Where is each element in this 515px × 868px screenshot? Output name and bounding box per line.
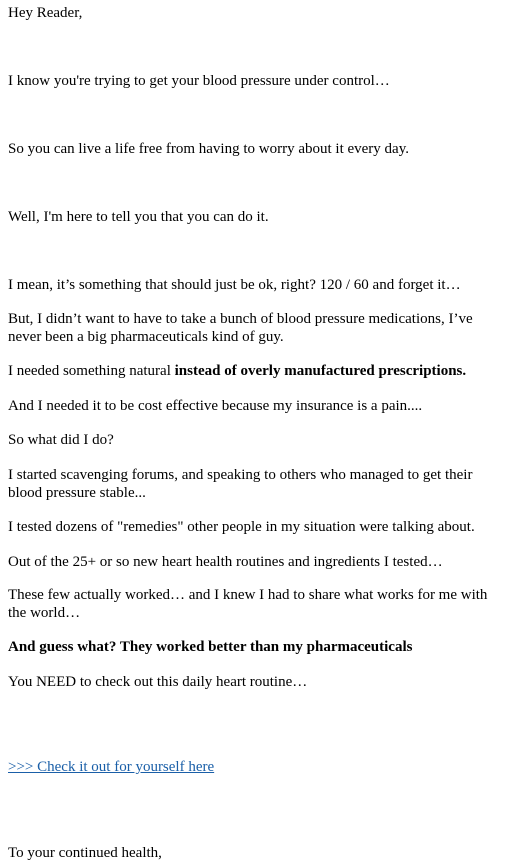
cta-link[interactable]: >>> Check it out for yourself here: [8, 759, 215, 775]
paragraph-routines-tested: Out of the 25+ or so new heart health routines and ingredients I tested…: [8, 554, 443, 570]
paragraph-you-can-do-it: Well, I'm here to tell you that you can do it.: [8, 209, 269, 225]
paragraph-what-did-i-do: So what did I do?: [8, 432, 114, 448]
paragraph-worked-better: [8, 638, 509, 656]
cta-paragraph: [8, 758, 509, 776]
paragraph-remedies: I tested dozens of "remedies" other people in my situation were talking about.: [8, 519, 475, 535]
paragraph-check-routine: You NEED to check out this daily heart routine…: [8, 674, 308, 690]
paragraph-life-free: So you can live a life free from having to worry about it every day.: [8, 141, 409, 157]
signoff: To your continued health,: [8, 845, 162, 861]
paragraph-medications: But, I didn’t want to have to take a bunch of blood pressure medications, I’ve never been a big pharmaceuticals kind of guy.: [8, 311, 473, 345]
paragraph-share-with-world: These few actually worked… and I knew I had to share what works for me with the world…: [8, 587, 488, 621]
paragraph-cost-effective: And I needed it to be cost effective because my insurance is a pain....: [8, 398, 423, 414]
paragraph-intro: I know you're trying to get your blood pressure under control…: [8, 73, 390, 89]
paragraph-should-be-ok: I mean, it’s something that should just be ok, right? 120 / 60 and forget it…: [8, 277, 461, 293]
paragraph-natural-text: I needed something natural: [8, 363, 175, 379]
paragraph-forums: I started scavenging forums, and speaking to others who managed to get their blood pressure stable...: [8, 467, 473, 501]
paragraph-natural-bold: instead of overly manufactured prescriptions.: [174, 363, 467, 379]
greeting: Hey Reader,: [8, 5, 83, 21]
paragraph-natural: [8, 362, 509, 380]
paragraph-worked-better-bold: And guess what? They worked better than my pharmaceuticals: [8, 639, 413, 655]
